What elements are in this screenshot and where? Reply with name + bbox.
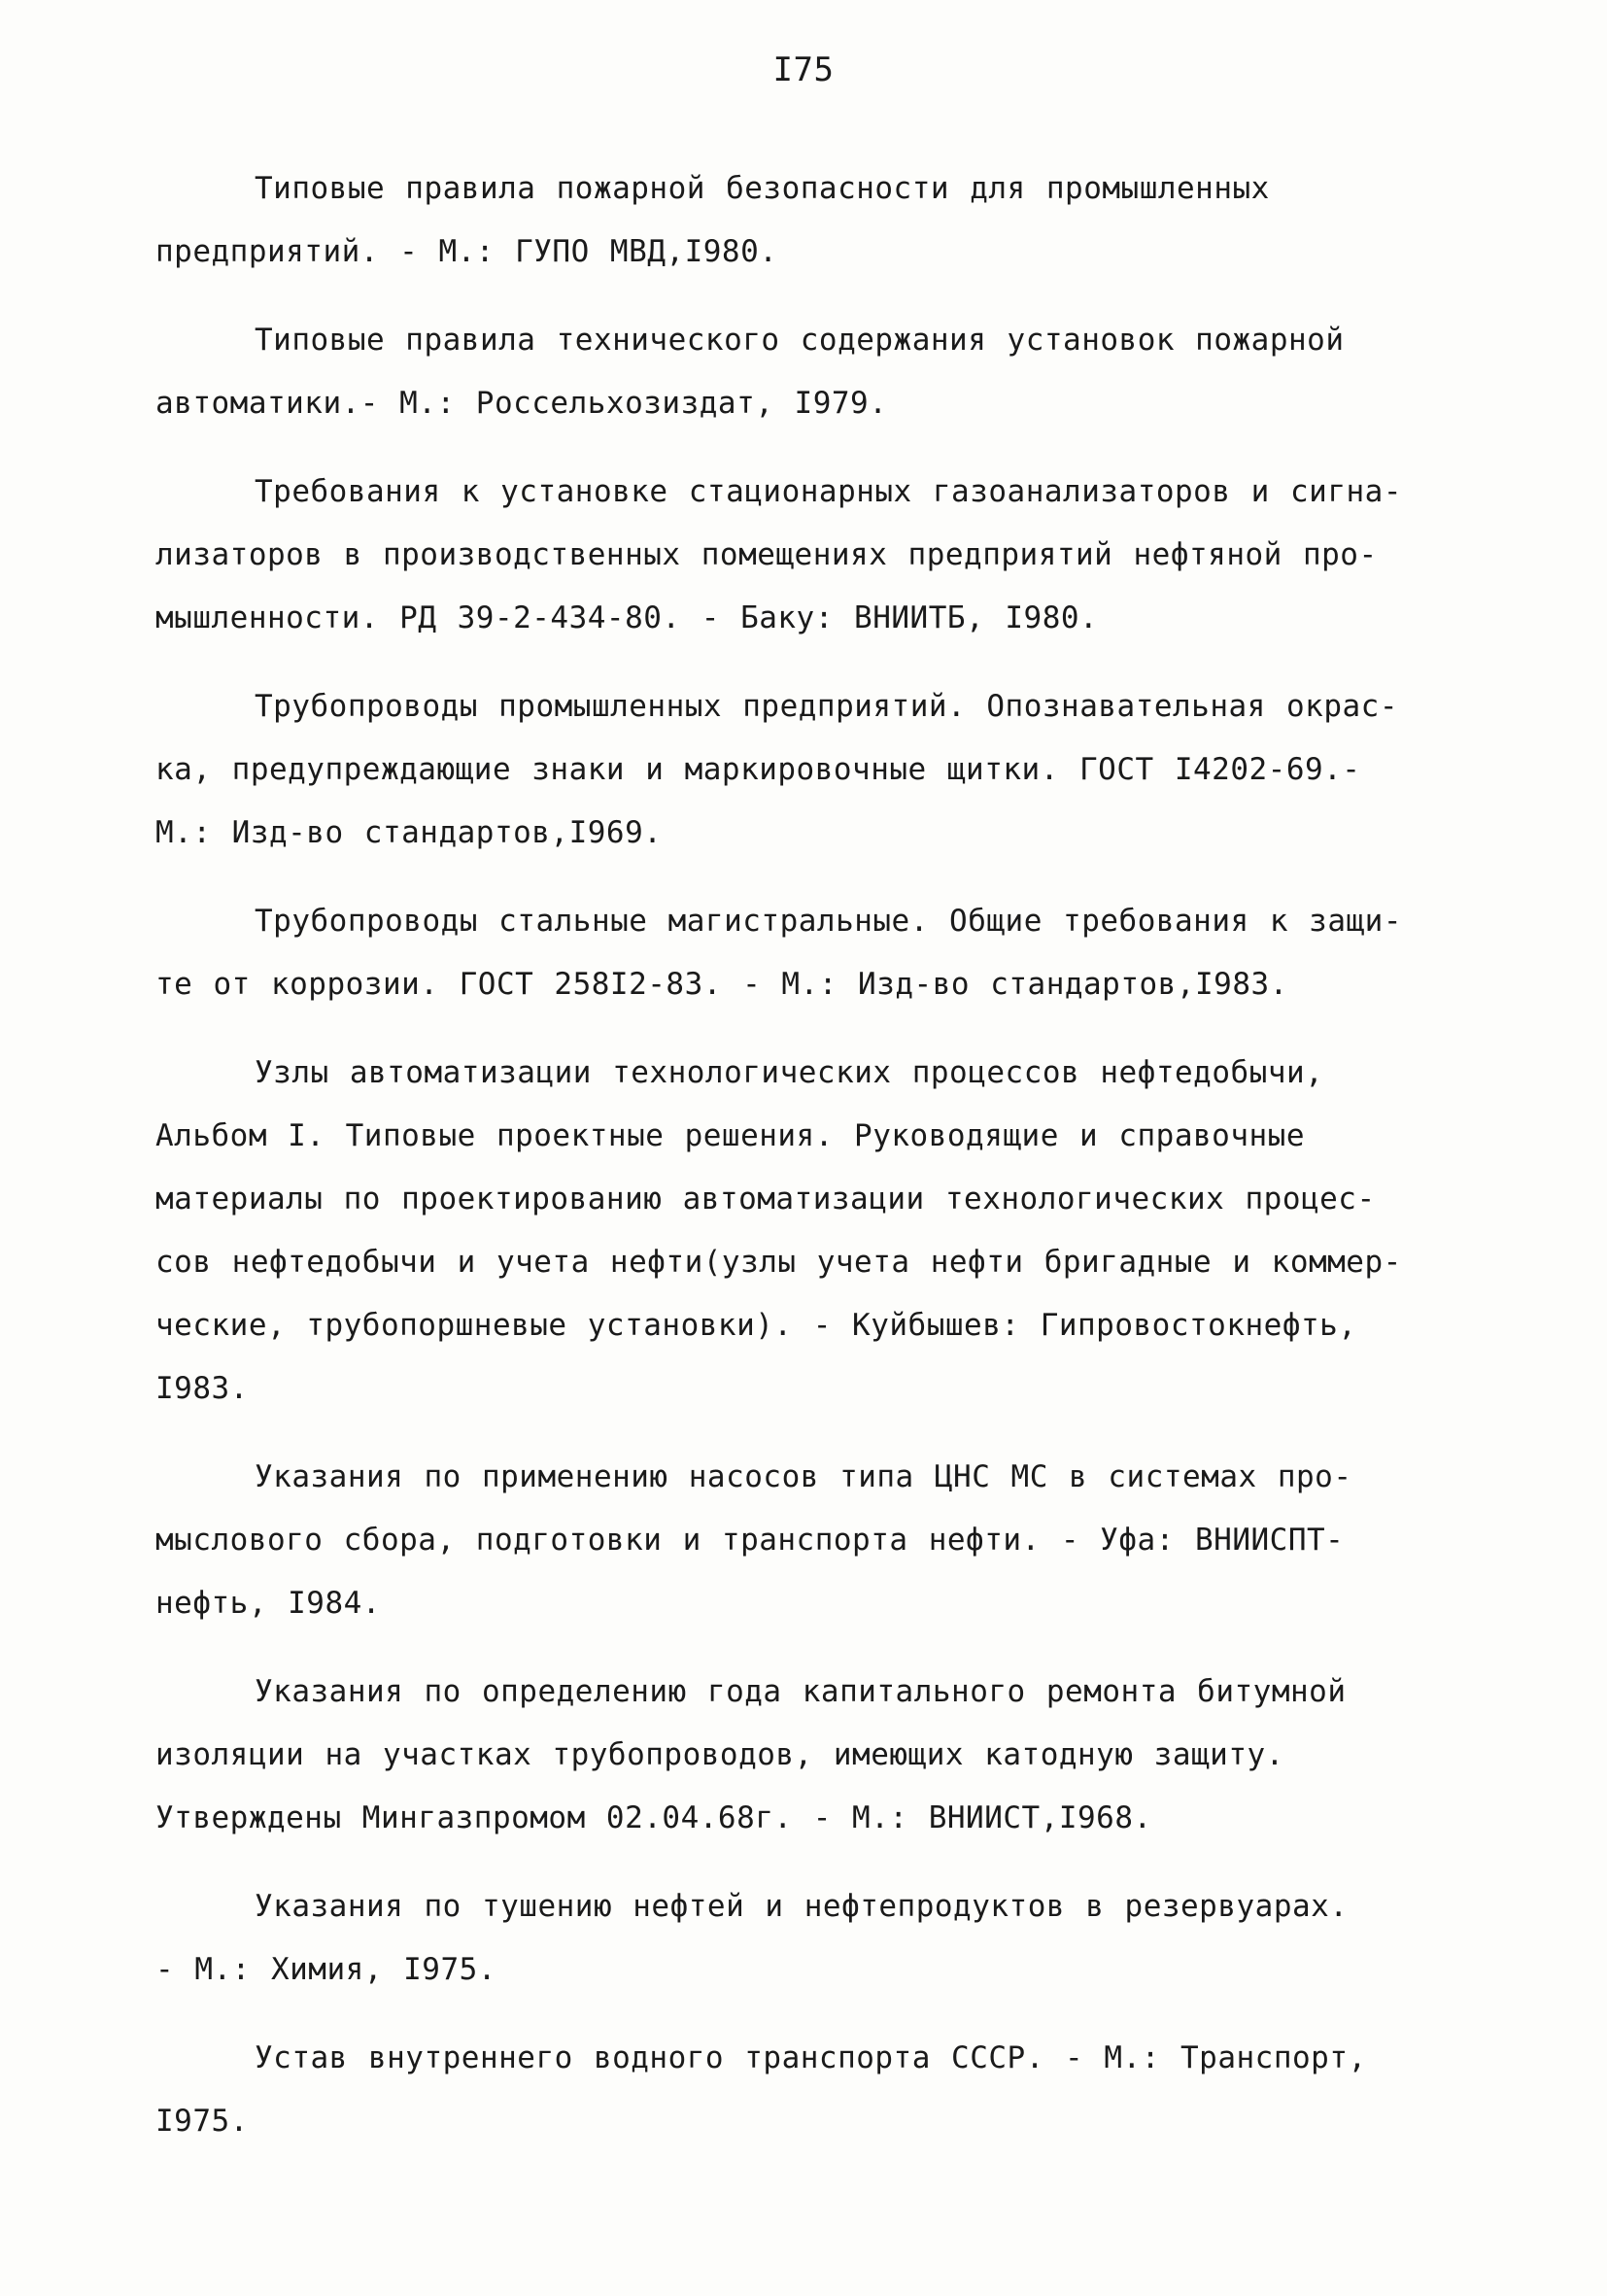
reference-line: Указания по определению года капитального ремонта битумной xyxy=(255,1674,1347,1709)
reference-entry xyxy=(155,461,1448,650)
reference-line: автоматики.- М.: Россельхозиздат, I979. xyxy=(155,386,888,421)
reference-line: материалы по проектированию автоматизации технологических процес- xyxy=(155,1182,1376,1217)
reference-line: Утверждены Мингазпромом 02.04.68г. - М.: ВНИИСТ,I968. xyxy=(155,1800,1152,1835)
reference-line: Требования к установке стационарных газоанализаторов и сигна- xyxy=(255,474,1402,509)
reference-line: нефть, I984. xyxy=(155,1586,381,1621)
reference-line: Указания по применению насосов типа ЦНС МС в системах про- xyxy=(255,1459,1352,1494)
reference-line: - М.: Химия, I975. xyxy=(155,1952,496,1987)
reference-line: Типовые правила технического содержания установок пожарной xyxy=(255,323,1345,358)
reference-line: Трубопроводы стальные магистральные. Общие требования к защи- xyxy=(255,904,1402,939)
reference-list xyxy=(155,157,1448,2178)
reference-entry xyxy=(155,890,1448,1016)
reference-entry xyxy=(155,1875,1448,2002)
reference-line: М.: Изд-во стандартов,I969. xyxy=(155,815,663,850)
reference-line: мышленности. РД 39-2-434-80. - Баку: ВНИИТБ, I980. xyxy=(155,600,1099,635)
reference-line: Типовые правила пожарной безопасности для промышленных xyxy=(255,171,1270,206)
reference-line: сов нефтедобычи и учета нефти(узлы учета нефти бригадные и коммер- xyxy=(155,1245,1402,1280)
reference-line: I975. xyxy=(155,2104,249,2139)
reference-entry xyxy=(155,675,1448,865)
reference-line: лизаторов в производственных помещениях предприятий нефтяной про- xyxy=(155,537,1378,572)
reference-line: Указания по тушению нефтей и нефтепродуктов в резервуарах. xyxy=(255,1889,1349,1924)
page-number: I75 xyxy=(772,51,835,89)
reference-line: мыслового сбора, подготовки и транспорта нефти. - Уфа: ВНИИСПТ- xyxy=(155,1523,1345,1558)
reference-line: I983. xyxy=(155,1371,249,1406)
reference-line: Альбом I. Типовые проектные решения. Руководящие и справочные xyxy=(155,1118,1305,1153)
reference-line: изоляции на участках трубопроводов, имеющих катодную защиту. xyxy=(155,1737,1284,1772)
reference-entry xyxy=(155,2027,1448,2153)
reference-line: предприятий. - М.: ГУПО МВД,I980. xyxy=(155,234,778,269)
reference-entry xyxy=(155,1042,1448,1421)
reference-line: те от коррозии. ГОСТ 258I2-83. - М.: Изд-во стандартов,I983. xyxy=(155,967,1288,1002)
reference-entry xyxy=(155,1446,1448,1635)
reference-entry xyxy=(155,157,1448,284)
reference-line: ка, предупреждающие знаки и маркировочные щитки. ГОСТ I4202-69.- xyxy=(155,752,1361,787)
reference-line: Устав внутреннего водного транспорта СССР. - М.: Транспорт, xyxy=(255,2040,1367,2075)
reference-entry xyxy=(155,1661,1448,1850)
reference-line: Узлы автоматизации технологических процессов нефтедобычи, xyxy=(255,1055,1324,1090)
reference-line: ческие, трубопоршневые установки). - Куйбышев: Гипровостокнефть, xyxy=(155,1308,1357,1343)
reference-line: Трубопроводы промышленных предприятий. Опознавательная окрас- xyxy=(255,689,1398,724)
reference-entry xyxy=(155,309,1448,435)
